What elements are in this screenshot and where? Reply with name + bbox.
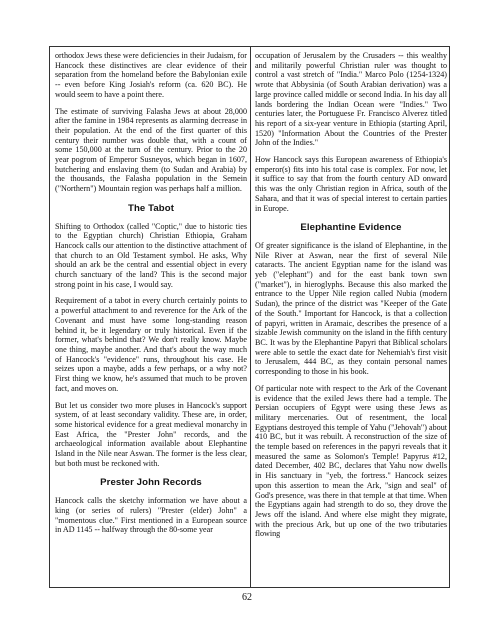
paragraph: orthodox Jews these were deficiencies in their Judaism, for Hancock these distinctives are clear evidence of their separation from the homeland before the Babylonian exile -- even before King Josiah's reform (ca. 620 BC). He would seem to have a point there. [55, 51, 247, 99]
paragraph: Of greater significance is the island of Elephantine, in the Nile River at Aswan, near the first of several Nile cataracts. The ancient Egyptian name for the island was yeb ("elephant") and for the east bank town swn ("market"), in hieroglyphs. Because this also marked the entrance to the Upper Nile region called Nubia (modern Sudan), the prince of the district was "Keeper of the Gate of the South." Important for Hancock, is that a collection of papyri, written in Aramaic, describes the presence of a sizable Jewish community on the island in the fifth century BC. It was by the Elephantine Papyri that Biblical scholars were able to settle the exact date for Nehemiah's first visit to Jerusalem, 444 BC, as they contain personal names corresponding to those in his book. [255, 240, 447, 377]
paragraph: Shifting to Orthodox (called "Coptic," due to historic ties to the Egyptian church) Christian Ethiopia, Graham Hancock calls our attention to the distinctive attachment of that church to an Old Testament symbol. He asks, Why should an ark be the central and essential object in every church sanctuary of the land? This is the second major strong point in his case, I would say. [55, 221, 247, 289]
left-column [55, 51, 247, 542]
section-heading: Elephantine Evidence [300, 222, 402, 234]
page-number: 62 [242, 592, 252, 603]
paragraph: Requirement of a tabot in every church certainly points to a powerful attachment to and reverence for the Ark of the Covenant and must have some long-standing reason behind it, be it legendary or truly historical. Even if the former, what's behind that? We don't really know. Maybe one thing, maybe another. And that's about the way much of Hancock's "evidence" runs, throughout his case. He seizes upon a maybe, adds a few perhaps, or a why not? First thing we know, he's assumed that much to be proven fact, and moves on. [55, 296, 247, 393]
column-divider [250, 47, 251, 587]
section-heading: Prester John Records [100, 477, 202, 489]
paragraph: Of particular note with respect to the Ark of the Covenant is evidence that the exiled Jews there had a temple. The Persian occupiers of Egypt were using these Jews as military mercenaries. Out of resentment, the local Egyptians destroyed this temple of Yahu ("Jehovah") about 410 BC, but it was rebuilt. A reconstruction of the size of the temple based on references in the papyri reveals that it measured the same as Solomon's Temple! Papyrus #12, dated December, 402 BC, declares that Yahu now dwells in His sanctuary in "yeb, the fortress." Hancock seizes upon this assertion to mean the Ark, "sign and seal" of God's presence, was there in that temple at that time. When the Egyptians again had strength to do so, they drove the Jews off the island. And where else might they migrate, with the precious Ark, but up one of the two tributaries flowing [255, 383, 447, 539]
paragraph: How Hancock says this European awareness of Ethiopia's emperor(s) fits into his total case is complex. For now, let it suffice to say that from the fourth century AD onward this was the only Christian region in Africa, south of the Sahara, and that it was of special interest to certain parties in Europe. [255, 155, 447, 213]
paragraph: The estimate of surviving Falasha Jews at about 28,000 after the famine in 1984 represents as alarming decrease in their population. At the end of the first quarter of this century their number was double that, with a count of some 150,000 at the turn of the century. Prior to the 20 year pogrom of Emperor Susneyos, which began in 1607, butchering and enslaving them (to Sudan and Arabia) by the thousands, the Falasha population in the Semein ("Northern") Mountain region was perhaps half a million. [55, 106, 247, 194]
right-column [255, 51, 447, 546]
paragraph: occupation of Jerusalem by the Crusaders -- this wealthy and militarily powerful Christian ruler was thought to control a vast stretch of "India." Marco Polo (1254-1324) wrote that Abbysinia (of South Arabian derivation) was a large province called middle or second India. In his day all lands bordering the Indian Ocean were "Indies." Two centuries later, the Portuguese Fr. Francisco Alverez titled his report of a six-year venture in Ethiopia (starting April, 1520) "Information About the Countries of the Prester John of the Indies." [255, 51, 447, 148]
section-heading: The Tabot [127, 202, 175, 214]
page-frame [49, 46, 450, 588]
paragraph: Hancock calls the sketchy information we have about a king (or series of rulers) "Prester (elder) John" a "momentous clue." First mentioned in a European source in AD 1145 -- halfway through the 80-some year [55, 496, 247, 535]
paragraph: But let us consider two more pluses in Hancock's support system, of at least secondary validity. These are, in order, some historical evidence for a great medieval monarchy in East Africa, the "Prester John" records, and the archaeological information available about Elephantine Island in the Nile near Aswan. The former is the less clear, but both must be reckoned with. [55, 400, 247, 468]
